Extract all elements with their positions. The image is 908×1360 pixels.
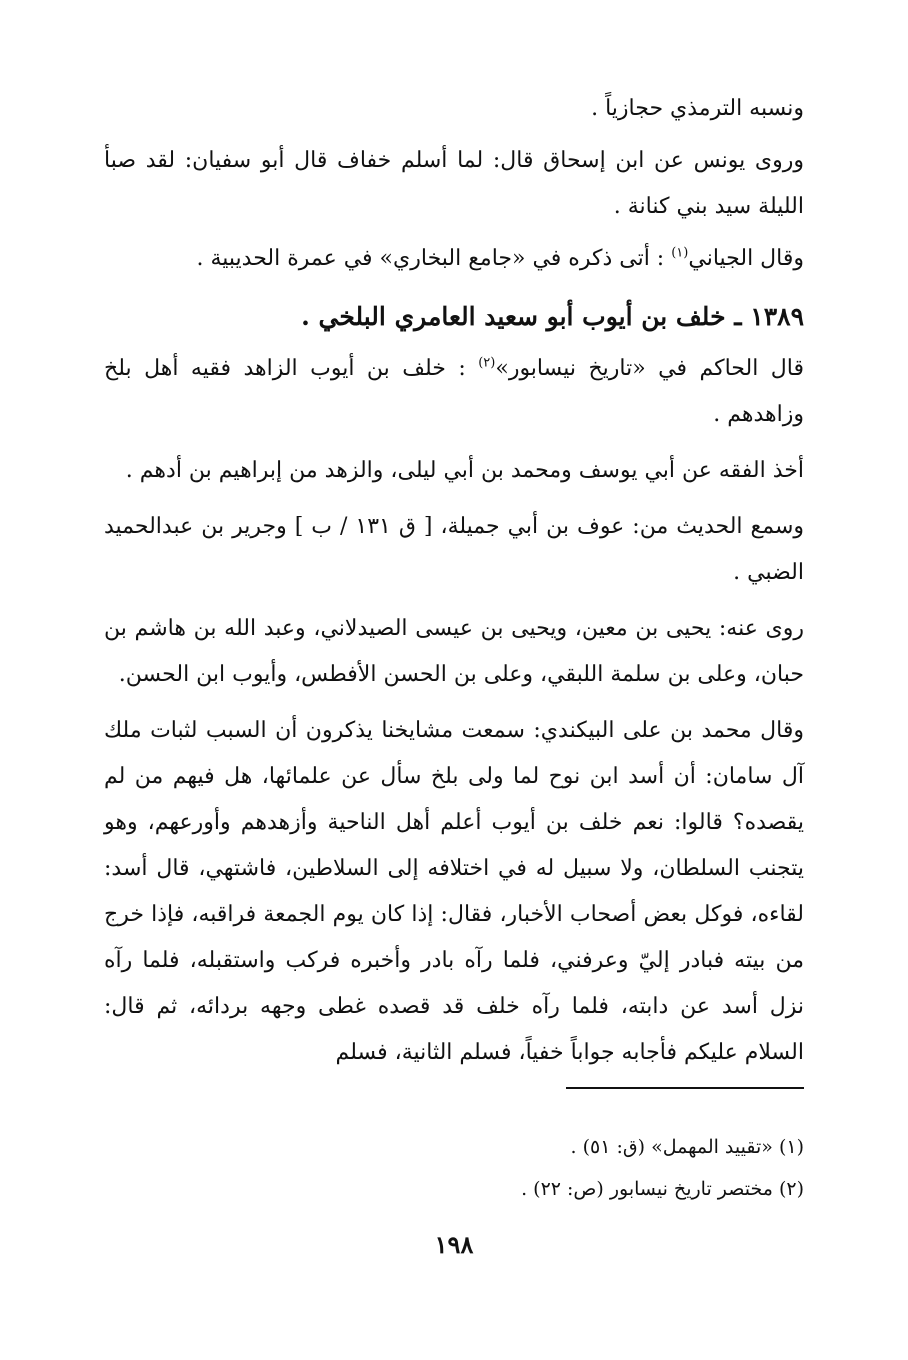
- paragraph-hakim: [104, 346, 804, 438]
- paragraph-tirmidhi-nisba: ونسبه الترمذي حجازياً .: [591, 96, 804, 121]
- footnote-divider: [566, 1087, 804, 1089]
- footnote-ref-1: (١): [671, 245, 689, 261]
- footnotes: [104, 1128, 804, 1212]
- footnote-1: (١) «تقييد المهمل» (ق: ٥١) .: [570, 1136, 804, 1158]
- page-number: ١٩٨: [434, 1230, 474, 1259]
- paragraph-yunus-narration: وروى يونس عن ابن إسحاق قال: لما أسلم خفاف قال أبو سفيان: لقد صبأ الليلة سيد بني كنانة .: [104, 148, 804, 219]
- paragraph-hadith-teachers: وسمع الحديث من: عوف بن أبي جميلة، [ ق ١٣١ / ب ] وجرير بن عبدالحميد الضبي .: [104, 514, 805, 585]
- paragraph-fiqh-teachers: أخذ الفقه عن أبي يوسف ومحمد بن أبي ليلى، والزهد من إبراهيم بن أدهم .: [125, 458, 804, 483]
- entry-heading: ١٣٨٩ ـ خلف بن أيوب أبو سعيد العامري البلخي .: [301, 302, 804, 331]
- page-body: [104, 86, 804, 1086]
- paragraph-students: روى عنه: يحيى بن معين، ويحيى بن عيسى الصيدلاني، وعبد الله بن هاشم بن حبان، وعلى بن سلمة اللبقي، وعلى بن الحسن الأفطس، وأيوب ابن الحسن.: [104, 616, 804, 687]
- paragraph-jayyani: [104, 236, 804, 282]
- footnote-2: (٢) مختصر تاريخ نيسابور (ص: ٢٢) .: [521, 1178, 804, 1200]
- paragraph-baykandi-story: وقال محمد بن على البيكندي: سمعت مشايخنا يذكرون أن السبب لثبات ملك آل سامان: أن أسد ابن نوح لما ولى بلخ سأل عن علمائها، هل فيهم من لم يقصده؟ قالوا: نعم خلف بن أيوب أعلم أهل الناحية وأزهدهم وأورعهم، وهو يتجنب السلطان، ولا سبيل له في اختلافه إلى السلاطين، فاشتهي، قال أسد: لقاءه، فوكل بعض أصحاب الأخبار، فقال: إذا كان يوم الجمعة فراقبه، فإذا خرج من بيته فبادر إليّ وعرفني، فلما رآه بادر وأخبره فركب واستقبله، فلما رآه نزل أسد عن دابته، فلما رآه خلف قد قصده غطى وجهه بردائه، ثم قال: السلام عليكم فأجابه جواباً خفياً، فسلم الثانية، فسلم: [104, 718, 804, 1065]
- paragraph-jayyani-text-end: : أتى ذكره في «جامع البخاري» في عمرة الحديبية .: [196, 246, 672, 271]
- footnote-ref-2: (٢): [478, 355, 496, 371]
- paragraph-jayyani-text-start: وقال الجياني: [688, 246, 804, 271]
- paragraph-hakim-text-end: : خلف بن أيوب الزاهد فقيه أهل بلخ وزاهدهم .: [104, 356, 804, 427]
- paragraph-hakim-text-start: قال الحاكم في «تاريخ نيسابور»: [495, 356, 804, 381]
